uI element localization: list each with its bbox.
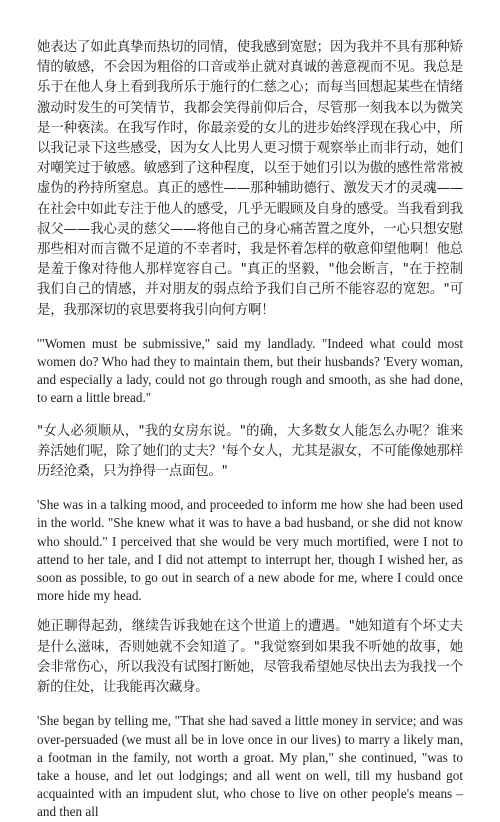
chinese-paragraph-3: 她正聊得起劲，继续告诉我她在这个世道上的遭遇。"她知道有个坏丈夫是什么滋味，否则她就不会知道了。"我觉察到如果我不听她的故事，她会非常伤心，所以我没有试图打断她，尽管我希望她尽快出去为我找一个新的住处，让我能再次藏身。 (37, 619, 463, 696)
english-paragraph-1: '"Women must be submissive," said my landlady. "Indeed what could most women do? Who had they to maintain them, but their husbands? 'Every woman, and especially a lady, could not go through rough and smooth, as she had done, to earn a little bread." (37, 335, 463, 406)
chinese-paragraph-1: 她表达了如此真挚而热切的同情，使我感到宽慰；因为我并不具有那种矫情的敏感，不会因为粗俗的口音或举止就对真诚的善意视而不见。我总是乐于在他人身上看到我所乐于施行的仁慈之心；而每当回想起某些在情绪激动时发生的可笑情节，我都会笑得前仰后合，尽管那一刻我本以为微笑是一种亵渎。在我写作时，你最亲爱的女儿的进步始终浮现在我心中，所以我记录下这些感受，因为女人比男人更习惯于观察举止而非行动，她们对嘲笑过于敏感。敏感到了这种程度，以至于她们引以为傲的感性常常被虚伪的矜持所窒息。真正的感性——那种辅助德行、激发天才的灵魂——在社会中如此专注于他人的感受，几乎无暇顾及自身的感受。当我看到我叔父——我心灵的慈父——将他自己的身心痛苦置之度外，一心只想安慰那些相对而言微不足道的不幸者时，我是怀着怎样的敬意仰望他啊！他总是羞于像对待他人那样宽容自己。"真正的坚毅，"他会断言，"在于控制我们自己的情感，并对朋友的弱点给予我们自己所不能容忍的宽恕。"可是，我那深切的哀思要将我引向何方啊！ (37, 40, 463, 318)
document-page (37, 38, 463, 822)
english-paragraph-3: 'She began by telling me, "That she had saved a little money in service; and was over-persuaded (we must all be in love once in our lives) to marry a likely man, a footman in the family, not worth a groat. My plan," she continued, "was to take a house, and let out lodgings; and all went on well, till my husband got acquainted with an impudent slut, who chose to live on other people's means – and then all (37, 713, 463, 820)
english-paragraph-2: 'She was in a talking mood, and proceeded to inform me how she had been used in the world. "She knew what it was to have a bad husband, or she did not know who should." I perceived that she would be very much mortified, were I not to attend to her tale, and I did not attempt to interrupt her, though I wished her, as soon as possible, to go out in search of a new abode for me, where I could once more hide my head. (37, 497, 463, 604)
chinese-paragraph-2: "女人必须顺从，"我的女房东说。"的确，大多数女人能怎么办呢？谁来养活她们呢，除了她们的丈夫？'每个女人，尤其是淑女，不可能像她那样历经沧桑，只为挣得一点面包。" (37, 423, 463, 480)
